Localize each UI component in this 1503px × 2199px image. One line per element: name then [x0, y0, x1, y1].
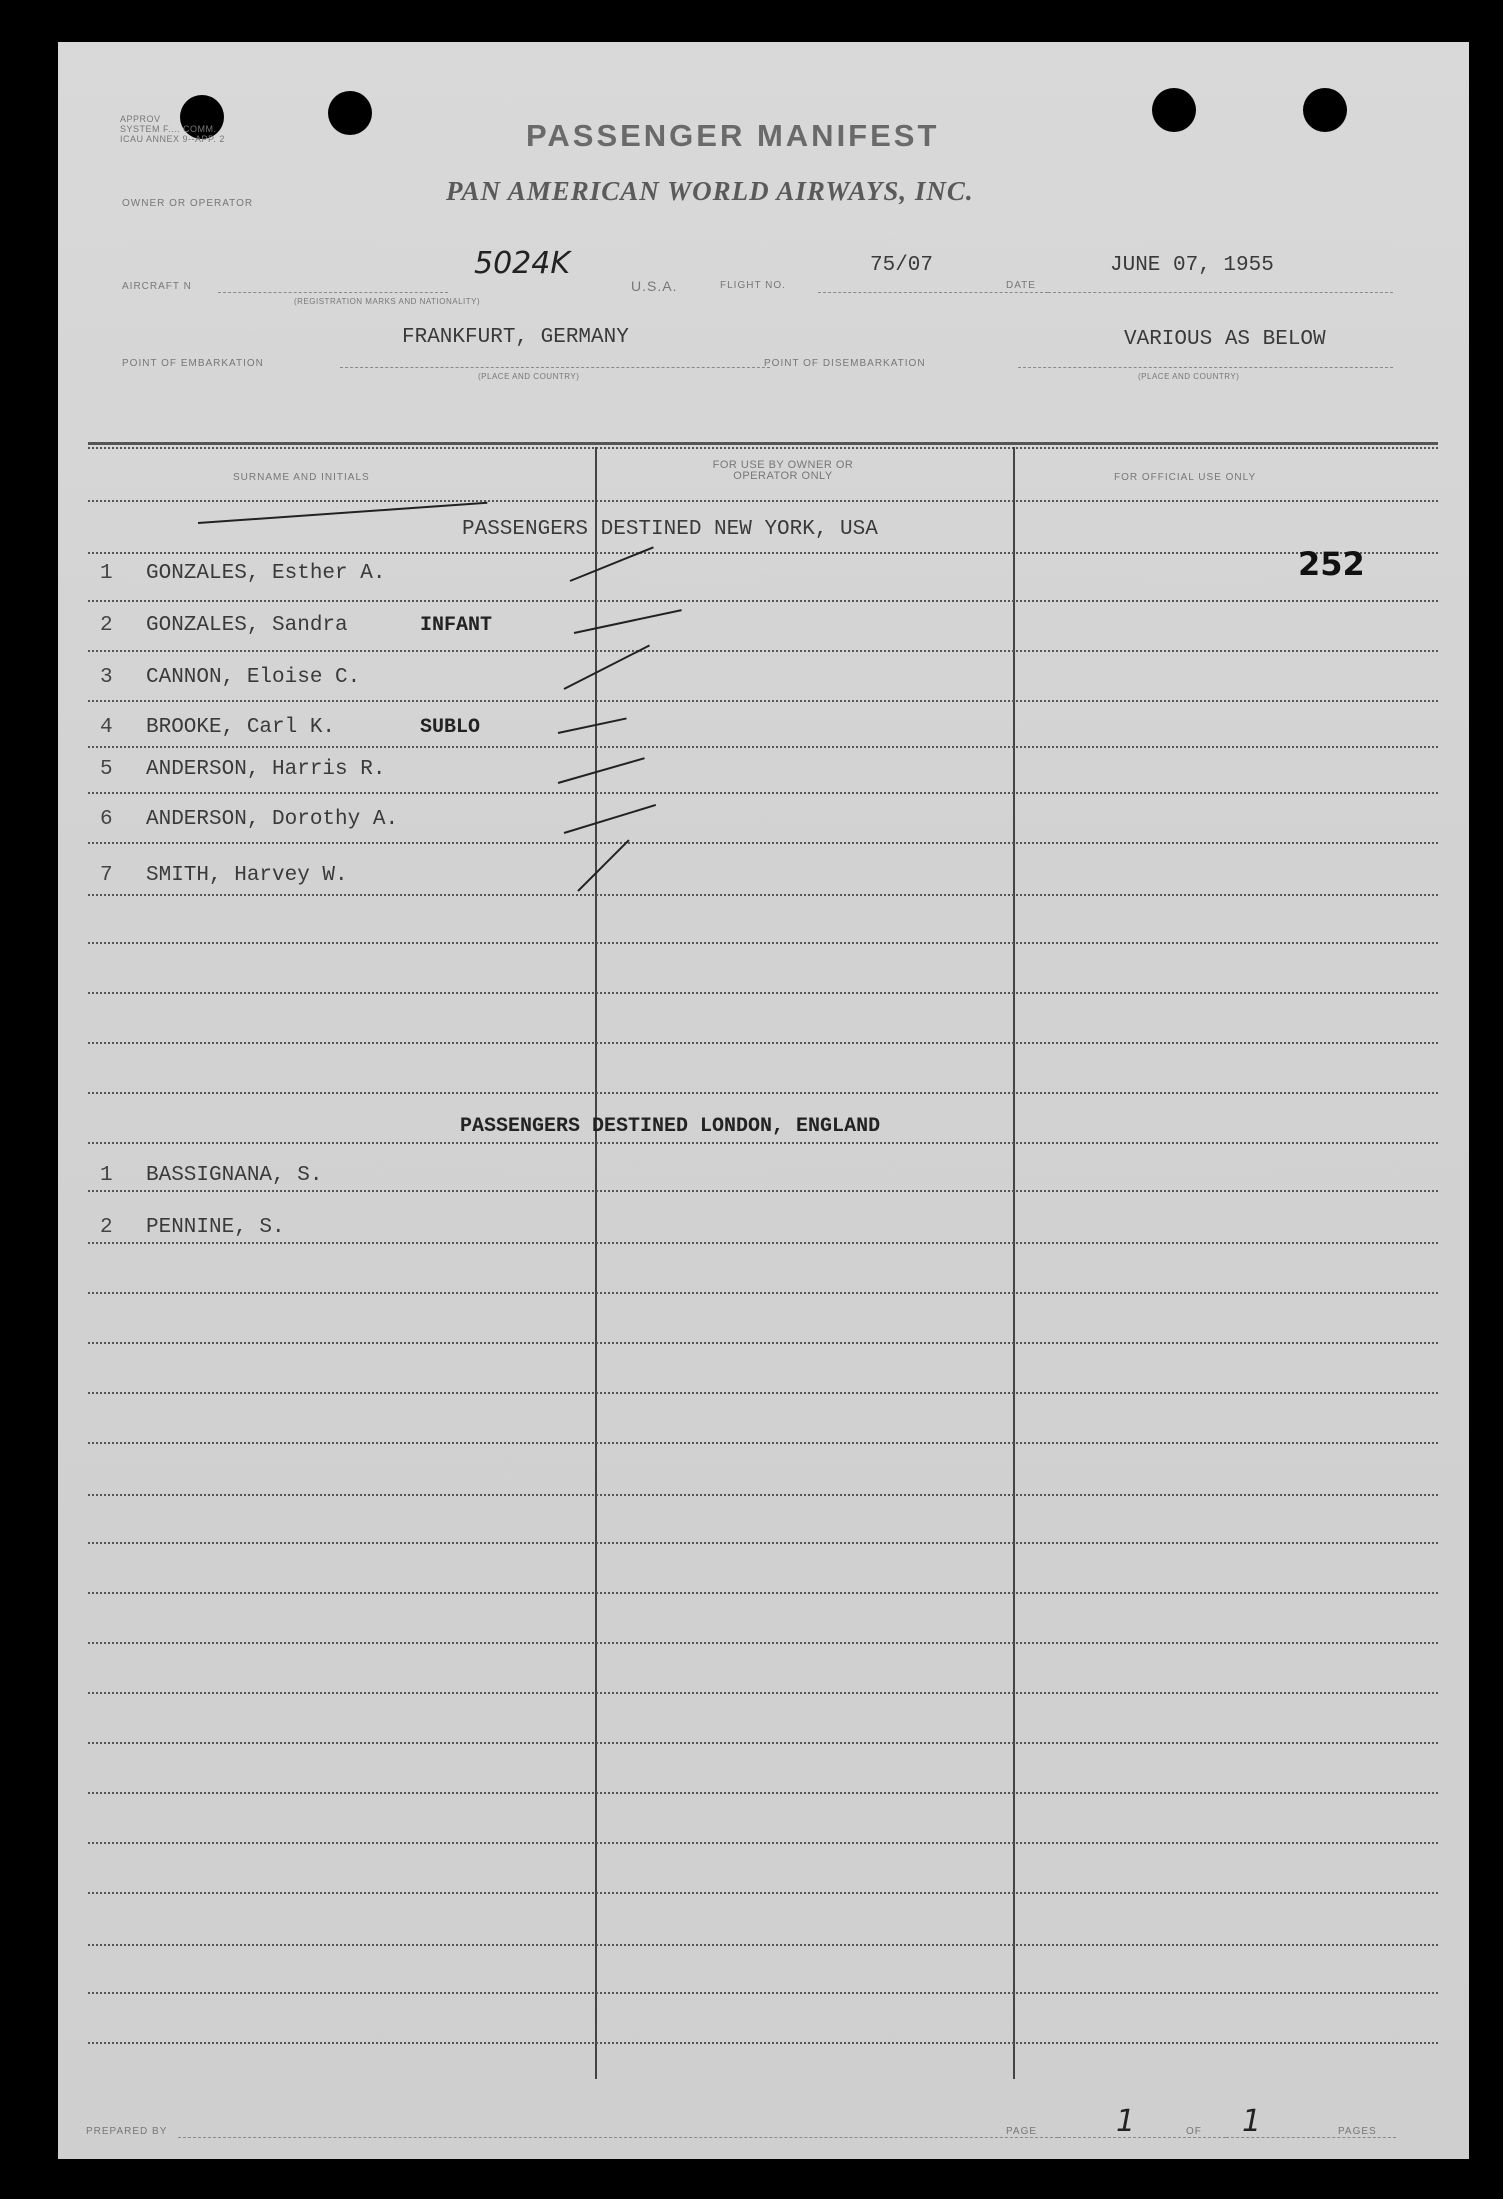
- passenger-name: PENNINE, S.: [146, 1216, 285, 1239]
- aircraft-value: 5024K: [474, 246, 571, 281]
- column-header-official-use: FOR OFFICIAL USE ONLY: [1114, 472, 1257, 483]
- group-heading-new-york: PASSENGERS DESTINED NEW YORK, USA: [462, 518, 878, 541]
- ruled-line: [88, 1592, 1438, 1594]
- ruled-line: [88, 1190, 1438, 1192]
- passenger-name: CANNON, Eloise C.: [146, 666, 361, 689]
- of-value: 1: [1242, 2104, 1262, 2139]
- ruled-line: [88, 1242, 1438, 1244]
- owner-label: OWNER OR OPERATOR: [122, 198, 254, 209]
- registration-caption: (REGISTRATION MARKS AND NATIONALITY): [294, 297, 481, 306]
- ruled-line: [88, 1642, 1438, 1644]
- ruled-line: [88, 1892, 1438, 1894]
- ruled-line: [88, 746, 1438, 748]
- ruled-line: [88, 1692, 1438, 1694]
- ruled-line: [88, 1542, 1438, 1544]
- passenger-note: INFANT: [420, 614, 493, 637]
- page-title: PASSENGER MANIFEST: [526, 118, 940, 153]
- embark-label: POINT OF EMBARKATION: [122, 358, 264, 369]
- pages-label: PAGES: [1338, 2126, 1377, 2137]
- ruled-line: [88, 1494, 1438, 1496]
- column-header-surname: SURNAME AND INITIALS: [233, 472, 370, 483]
- ruled-line: [88, 1142, 1438, 1144]
- aircraft-label: AIRCRAFT N: [122, 281, 192, 292]
- punch-hole-icon: [328, 91, 372, 135]
- disembark-value: VARIOUS AS BELOW: [1124, 328, 1326, 351]
- flight-label: FLIGHT NO.: [720, 280, 786, 291]
- owner-value: PAN AMERICAN WORLD AIRWAYS, INC.: [446, 176, 974, 206]
- passenger-name: BASSIGNANA, S.: [146, 1164, 323, 1187]
- ruled-line: [88, 992, 1438, 994]
- ruled-line: [88, 1292, 1438, 1294]
- approval-note: APPROV SYSTEM F.... COMM. ICAU ANNEX 9--APP. 2: [120, 114, 225, 144]
- passenger-name: ANDERSON, Dorothy A.: [146, 808, 399, 831]
- check-mark-icon: [558, 717, 627, 734]
- ruled-line: [88, 1442, 1438, 1444]
- ruled-line: [88, 1342, 1438, 1344]
- usa-label: U.S.A.: [631, 278, 678, 294]
- column-header-owner-use: FOR USE BY OWNER OR OPERATOR ONLY: [712, 459, 854, 482]
- ruled-line: [88, 792, 1438, 794]
- ruled-line: [88, 2042, 1438, 2044]
- ruled-line: [88, 942, 1438, 944]
- disembark-caption: (PLACE AND COUNTRY): [1138, 372, 1240, 381]
- punch-hole-icon: [1152, 88, 1196, 132]
- prepared-label: PREPARED BY: [86, 2126, 168, 2137]
- ruled-line: [88, 1792, 1438, 1794]
- ruled-line: [88, 600, 1438, 602]
- check-mark-icon: [577, 839, 629, 891]
- passenger-note: SUBLO: [420, 716, 481, 739]
- group-heading-london: PASSENGERS DESTINED LONDON, ENGLAND: [460, 1115, 881, 1138]
- ruled-line: [88, 1842, 1438, 1844]
- of-label: OF: [1186, 2126, 1202, 2137]
- ruled-line: [88, 842, 1438, 844]
- ruled-line: [88, 1042, 1438, 1044]
- passenger-name: GONZALES, Sandra: [146, 614, 348, 637]
- passenger-name: GONZALES, Esther A.: [146, 562, 386, 585]
- date-value: JUNE 07, 1955: [1110, 254, 1274, 277]
- ruled-line: [88, 1392, 1438, 1394]
- flight-value: 75/07: [870, 254, 934, 277]
- embark-value: FRANKFURT, GERMANY: [402, 326, 629, 349]
- ruled-line: [88, 1992, 1438, 1994]
- passenger-name: SMITH, Harvey W.: [146, 864, 348, 887]
- official-note: 252: [1298, 545, 1365, 583]
- passenger-name: BROOKE, Carl K.: [146, 716, 336, 739]
- ruled-line: [88, 700, 1438, 702]
- ruled-line: [88, 1092, 1438, 1094]
- disembark-label: POINT OF DISEMBARKATION: [764, 358, 926, 369]
- ruled-line: [88, 1742, 1438, 1744]
- page-label: PAGE: [1006, 2126, 1038, 2137]
- ruled-line: [88, 894, 1438, 896]
- punch-hole-icon: [1303, 88, 1347, 132]
- check-mark-icon: [564, 804, 656, 834]
- page-value: 1: [1116, 2104, 1136, 2139]
- passenger-name: ANDERSON, Harris R.: [146, 758, 386, 781]
- embark-caption: (PLACE AND COUNTRY): [478, 372, 580, 381]
- check-mark-icon: [574, 609, 682, 634]
- ruled-line: [88, 1944, 1438, 1946]
- check-mark-icon: [558, 757, 645, 784]
- ruled-line: [88, 650, 1438, 652]
- ruled-line: [88, 552, 1438, 554]
- manifest-sheet: APPROV SYSTEM F.... COMM. ICAU ANNEX 9--APP. 2 PASSENGER MANIFEST OWNER OR OPERATOR PAN AMERICAN WORLD AIRWAYS, INC. AIRCRAFT N 5024K (REGISTRATION MARKS AND NATIONALITY) U.S.A. FLIGHT NO. 75/07 DATE JUNE 07, 1955 FRANKFURT, GERMANY POINT OF EMBARKATION (PLACE AND COUNTRY) POINT OF DISEMBARKATION VARIOUS AS BELOW (PLACE AND COUNTRY) SURNAME AND INITIALS FOR USE BY OWNER OR OPERATOR ONLY FOR OFFICIAL USE ONLY PASSENGERS DESTINED NEW YORK, USA 252 1 GONZALES, Esther A. 2 GONZALES, Sandra INFANT 3 CANNON, Eloise C. 4 BROOKE, Carl K. SUBLO 5 ANDERSON, Harris R. 6 ANDERSON, Dorothy A. 7 SMITH, Harvey W. PASSENGERS DESTINED LONDON, ENGLAND 1 BASSIGNANA, S. 2 PENNINE, S. PREPARED BY PAGE 1 OF 1 PAGES: [58, 42, 1469, 2159]
- date-label: DATE: [1006, 280, 1036, 291]
